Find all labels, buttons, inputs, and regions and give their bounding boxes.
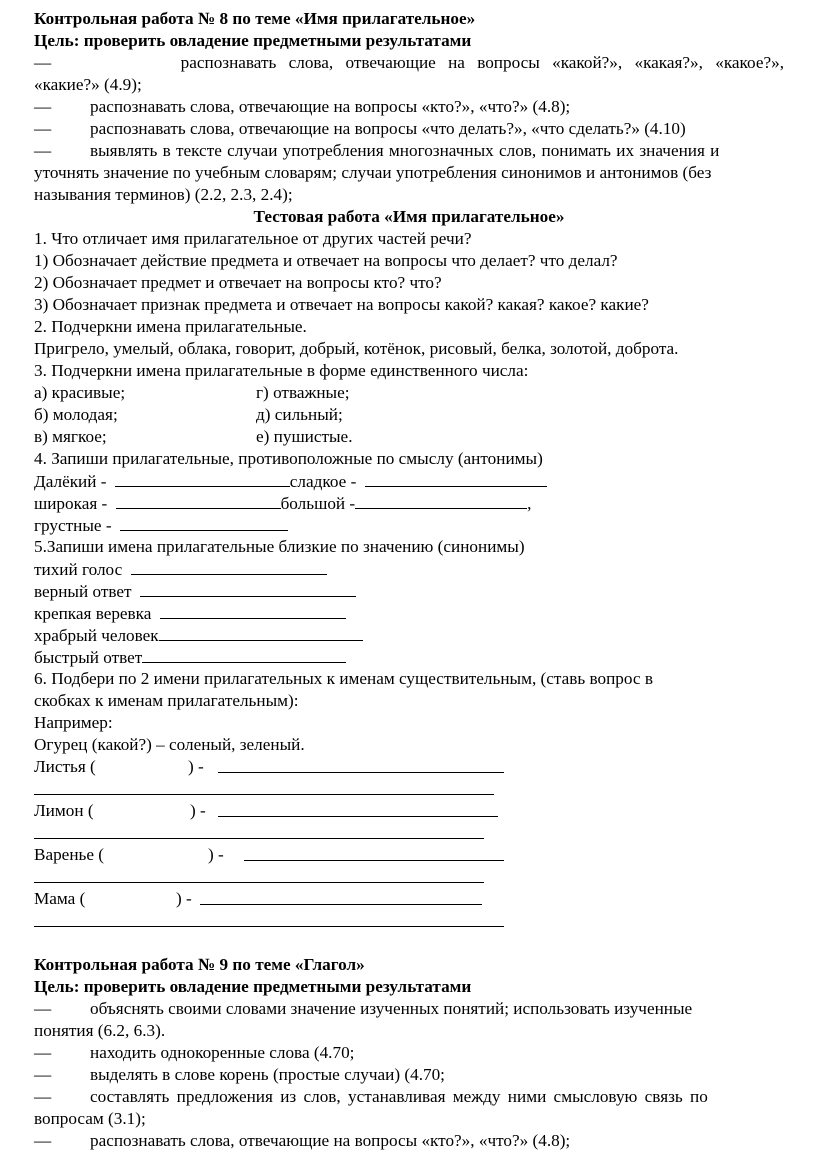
synonym-phrase: тихий голос <box>34 560 123 579</box>
synonym-phrase: крепкая веревка <box>34 604 152 623</box>
section9-title: Контрольная работа № 9 по теме «Глагол» <box>34 955 365 974</box>
question-2: 2. Подчеркни имена прилагательные. <box>34 317 307 336</box>
goal-item-1: — объяснять своими словами значение изученных понятий; использовать изученные <box>34 999 693 1018</box>
answer-blank[interactable] <box>200 888 482 905</box>
answer-line-row <box>34 778 784 800</box>
question-4: 4. Запиши прилагательные, противоположные по смыслу (антонимы) <box>34 449 543 468</box>
answer-blank[interactable] <box>140 580 356 597</box>
question-1-option: 2) Обозначает предмет и отвечает на вопросы кто? что? <box>34 273 442 292</box>
question-1-option: 1) Обозначает действие предмета и отвечает на вопросы что делает? что делал? <box>34 251 618 270</box>
answer-line-row <box>34 866 784 888</box>
goal-item-3: — выделять в слове корень (простые случаи) (4.70; <box>34 1065 445 1084</box>
example-label: Например: <box>34 713 113 732</box>
answer-line-row <box>34 822 784 844</box>
question-3: 3. Подчеркни имена прилагательные в форме единственного числа: <box>34 361 529 380</box>
noun-close: ) - <box>190 801 206 820</box>
option-b: б) молодая; <box>34 405 118 424</box>
goal-item-4-cont2: называния терминов) (2.2, 2.3, 2.4); <box>34 185 293 204</box>
answer-blank[interactable] <box>218 756 504 773</box>
goal-item-2: — находить однокоренные слова (4.70; <box>34 1043 355 1062</box>
noun-open: Варенье ( <box>34 845 105 864</box>
answer-blank[interactable] <box>142 646 346 663</box>
goal-item-1-cont: понятия (6.2, 6.3). <box>34 1021 166 1040</box>
option-g: г) отважные; <box>256 383 350 402</box>
answer-blank[interactable] <box>131 558 327 575</box>
goal-item-4-cont: вопросам (3.1); <box>34 1109 146 1128</box>
answer-line-row <box>34 910 784 932</box>
antonym-row <box>34 470 784 492</box>
noun-row <box>34 844 784 866</box>
noun-row <box>34 800 784 822</box>
synonym-phrase: верный ответ <box>34 582 132 601</box>
noun-open: Лимон ( <box>34 801 94 820</box>
section9-goal: Цель: проверить овладение предметными результатами <box>34 977 472 996</box>
antonym-row <box>34 514 784 536</box>
noun-open: Мама ( <box>34 889 86 908</box>
question-1: 1. Что отличает имя прилагательное от других частей речи? <box>34 229 472 248</box>
answer-blank[interactable] <box>159 624 363 641</box>
section8-goal: Цель: проверить овладение предметными результатами <box>34 31 472 50</box>
synonym-row <box>34 580 784 602</box>
example: Огурец (какой?) – соленый, зеленый. <box>34 735 305 754</box>
goal-item-5: — распознавать слова, отвечающие на вопросы «кто?», «что?» (4.8); <box>34 1131 571 1150</box>
synonym-phrase: быстрый ответ <box>34 648 143 667</box>
question-3-row <box>34 382 784 404</box>
antonym-word: широкая - <box>34 494 108 513</box>
option-v: в) мягкое; <box>34 427 107 446</box>
question-6: 6. Подбери по 2 имени прилагательных к именам существительным, (ставь вопрос в <box>34 669 653 688</box>
antonym-word: большой - <box>280 494 356 513</box>
option-a: а) красивые; <box>34 383 126 402</box>
noun-close: ) - <box>188 757 204 776</box>
section8-title: Контрольная работа № 8 по теме «Имя прилагательное» <box>34 9 476 28</box>
goal-item-text: распознавать слова, отвечающие на вопросы «какой?», «какая?», «какое?», <box>180 53 784 72</box>
question-1-option: 3) Обозначает признак предмета и отвечает на вопросы какой? какая? какое? какие? <box>34 295 649 314</box>
noun-row <box>34 756 784 778</box>
answer-line[interactable] <box>34 778 494 795</box>
answer-line[interactable] <box>34 866 484 883</box>
goal-item-4: — выявлять в тексте случаи употребления многозначных слов, понимать их значения и <box>34 141 720 160</box>
question-5: 5.Запиши имена прилагательные близкие по значению (синонимы) <box>34 537 525 556</box>
synonym-row <box>34 558 784 580</box>
goal-item-1-cont: «какие?» (4.9); <box>34 75 142 94</box>
document-page <box>34 8 784 1152</box>
goal-item-4: — составлять предложения из слов, устанавливая между ними смысловую связь по <box>34 1087 708 1106</box>
antonym-word: грустные - <box>34 516 112 535</box>
antonym-word: Далёкий - <box>34 472 107 491</box>
goal-item-3: — распознавать слова, отвечающие на вопросы «что делать?», «что сделать?» (4.10) <box>34 119 686 138</box>
option-e: е) пушистые. <box>256 427 353 446</box>
answer-blank[interactable] <box>115 470 290 487</box>
question-6-cont: скобках к именам прилагательным): <box>34 691 299 710</box>
antonym-row: широкая - большой - , <box>34 494 532 513</box>
answer-blank[interactable] <box>120 514 288 531</box>
dash: — <box>34 53 52 72</box>
noun-close: ) - <box>208 845 224 864</box>
synonym-row <box>34 602 784 624</box>
test-title: Тестовая работа «Имя прилагательное» <box>253 207 565 226</box>
answer-blank[interactable] <box>365 470 547 487</box>
answer-blank[interactable] <box>355 492 527 509</box>
noun-open: Листья ( <box>34 757 96 776</box>
synonym-row <box>34 624 784 646</box>
answer-blank[interactable] <box>244 844 504 861</box>
goal-item-2: — распознавать слова, отвечающие на вопросы «кто?», «что?» (4.8); <box>34 97 571 116</box>
noun-row <box>34 888 784 910</box>
question-3-row <box>34 426 784 448</box>
answer-blank[interactable] <box>160 602 346 619</box>
answer-line[interactable] <box>34 822 484 839</box>
answer-blank[interactable] <box>116 492 281 509</box>
answer-line[interactable] <box>34 910 504 927</box>
noun-close: ) - <box>176 889 192 908</box>
option-d: д) сильный; <box>256 405 343 424</box>
answer-blank[interactable] <box>218 800 498 817</box>
question-2-words: Пригрело, умелый, облака, говорит, добрый, котёнок, рисовый, белка, золотой, доброта. <box>34 339 679 358</box>
question-3-row <box>34 404 784 426</box>
synonym-phrase: храбрый человек <box>34 626 159 645</box>
antonym-word: сладкое - <box>289 472 357 491</box>
goal-item-1 <box>34 52 784 74</box>
goal-item-4-cont: уточнять значение по учебным словарям; случаи употребления синонимов и антонимов (без <box>34 163 712 182</box>
synonym-row <box>34 646 784 668</box>
